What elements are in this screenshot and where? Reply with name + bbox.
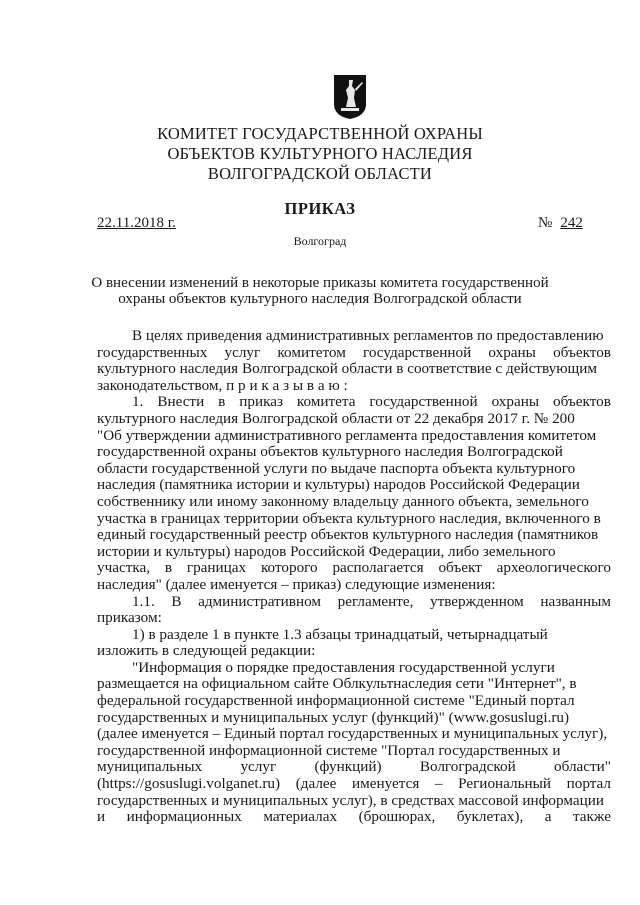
- body-line: [97, 527, 611, 544]
- number-value: 242: [560, 215, 583, 231]
- body-text: именуется: [352, 775, 420, 793]
- body-text: услуг: [240, 758, 277, 776]
- body-text: информационных: [126, 808, 242, 826]
- body-text: услуг: [224, 343, 261, 361]
- body-text: утвержденном: [429, 592, 524, 610]
- body-text: Региональный: [458, 775, 551, 793]
- body-text: комитетом: [277, 343, 346, 361]
- body-text: регламенте,: [337, 592, 414, 610]
- body-line: [97, 776, 611, 793]
- body-line: [97, 544, 611, 561]
- body-text: наследия (памятника истории и культуры) народов Российской Федерации: [97, 476, 580, 494]
- body-text: 1.: [132, 393, 144, 411]
- volgograd-coat-of-arms-icon: [333, 74, 367, 120]
- body-text: (далее именуется – Единый портал государственных и муниципальных услуг),: [97, 725, 608, 743]
- body-text: государственных и муниципальных услуг (функций)" (www.gosuslugi.ru): [97, 708, 570, 726]
- body-text: материалах: [263, 808, 338, 826]
- body-line: [97, 394, 611, 411]
- body-text: в: [164, 559, 173, 577]
- body-line: [97, 560, 611, 577]
- body-line: [97, 660, 611, 677]
- body-line: [97, 726, 611, 743]
- body-line: [97, 743, 611, 760]
- body-text: В целях приведения административных регламентов по предоставлению: [132, 327, 604, 344]
- body-text: (брошюрах,: [358, 808, 436, 826]
- body-line: [97, 594, 611, 611]
- body-text: области государственной услуги по выдаче паспорта объекта культурного: [97, 459, 576, 477]
- body-text: которого: [260, 559, 318, 577]
- body-text: размещается на официальном сайте Облкультнаследия сети "Интернет", в: [97, 675, 577, 693]
- body-line: [97, 809, 611, 826]
- body-text: буклетах),: [456, 808, 524, 826]
- order-body: [97, 328, 611, 826]
- body-text: охраны: [491, 393, 540, 411]
- body-line: [97, 328, 611, 345]
- body-text: государственной охраны объектов культурного наследия Волгоградской: [97, 443, 563, 461]
- body-text: участка,: [97, 559, 151, 577]
- body-text: В: [171, 592, 182, 610]
- body-text: и: [97, 808, 106, 826]
- body-text: законодательством, п р и к а з ы в а ю :: [97, 376, 348, 394]
- body-text: –: [434, 775, 443, 793]
- body-text: охраны: [488, 343, 536, 361]
- body-text: единый государственный реестр объектов культурного наследия (памятников: [97, 526, 599, 544]
- body-text: собственнику или иному законному владельцу данного объекта, земельного: [97, 492, 589, 510]
- body-text: государственной: [369, 393, 478, 411]
- body-line: [97, 428, 611, 445]
- body-line: [97, 759, 611, 776]
- body-line: [97, 461, 611, 478]
- body-line: [97, 643, 611, 660]
- order-title: ПРИКАЗ: [284, 199, 356, 218]
- body-line: [97, 345, 611, 362]
- body-text: приказ: [239, 393, 283, 411]
- order-number: [538, 215, 583, 232]
- body-text: (функций): [314, 758, 382, 776]
- body-text: административном: [198, 592, 322, 610]
- body-text: археологического: [496, 559, 611, 577]
- committee-name-line-2: ОБЪЕКТОВ КУЛЬТУРНОГО НАСЛЕДИЯ: [167, 144, 473, 163]
- committee-name-line-3: ВОЛГОГРАДСКОЙ ОБЛАСТИ: [207, 164, 433, 183]
- body-text: также: [572, 808, 611, 826]
- body-text: "Об утверждении административного регламента предоставления комитетом: [97, 426, 597, 444]
- body-text: государственной: [362, 343, 472, 361]
- body-text: Внести: [157, 393, 205, 411]
- body-text: области": [554, 758, 611, 776]
- body-line: [97, 378, 611, 395]
- body-line: [97, 511, 611, 528]
- body-text: объект: [438, 559, 482, 577]
- body-text: Волгоградской: [419, 758, 516, 776]
- body-text: федеральной государственной информационной системе "Единый портал: [97, 692, 575, 710]
- body-text: а: [544, 808, 552, 826]
- body-text: муниципальных: [97, 758, 203, 776]
- body-text: портал: [566, 775, 611, 793]
- subject-line-1: О внесении изменений в некоторые приказы комитета государственной: [91, 275, 549, 291]
- body-text: государственной информационной системе "Портал государственных и: [97, 741, 561, 759]
- body-line: [97, 494, 611, 511]
- number-sign: №: [538, 215, 553, 231]
- body-line: [97, 444, 611, 461]
- body-text: истории и культуры) народов Российской Федерации, либо земельного: [97, 542, 556, 560]
- subject-line-2: охраны объектов культурного наследия Волгоградской области: [118, 291, 522, 307]
- committee-name-line-1: КОМИТЕТ ГОСУДАРСТВЕННОЙ ОХРАНЫ: [157, 124, 483, 143]
- body-text: комитета: [296, 393, 356, 411]
- body-line: [97, 710, 611, 727]
- body-text: 1) в разделе 1 в пункте 1.3 абзацы тринадцатый, четырнадцатый: [132, 625, 548, 643]
- order-date: 22.11.2018 г.: [97, 215, 176, 231]
- body-text: культурного наследия Волгоградской области от 22 декабря 2017 г. № 200: [97, 409, 575, 427]
- body-text: (https://gosuslugi.volganet.ru): [97, 775, 281, 793]
- body-text: объектов: [552, 393, 611, 411]
- body-line: [97, 361, 611, 378]
- body-line: [97, 627, 611, 644]
- body-text: участка в границах территории объекта культурного наследия, включенного в: [97, 509, 601, 527]
- body-text: названным: [540, 592, 611, 610]
- order-city: Волгоград: [293, 234, 347, 248]
- body-line: [97, 693, 611, 710]
- body-text: (далее: [295, 775, 337, 793]
- body-text: государственных и муниципальных услуг), в средствах массовой информации: [97, 791, 605, 809]
- body-text: культурного наследия Волгоградской области в соответствие с действующим: [97, 360, 597, 378]
- body-line: [97, 411, 611, 428]
- body-text: приказом:: [97, 609, 162, 627]
- body-text: "Информация о порядке предоставления государственной услуги: [132, 658, 555, 676]
- body-line: [97, 676, 611, 693]
- body-text: объектов: [553, 343, 611, 361]
- body-text: границах: [186, 559, 247, 577]
- body-text: 1.1.: [132, 592, 155, 610]
- body-line: [97, 793, 611, 810]
- body-text: наследия" (далее именуется – приказ) следующие изменения:: [97, 575, 496, 593]
- body-text: в: [218, 393, 226, 411]
- body-line: [97, 577, 611, 594]
- body-line: [97, 610, 611, 627]
- body-text: государственных: [97, 343, 208, 361]
- body-line: [97, 477, 611, 494]
- body-text: изложить в следующей редакции:: [97, 642, 316, 660]
- body-text: располагается: [332, 559, 424, 577]
